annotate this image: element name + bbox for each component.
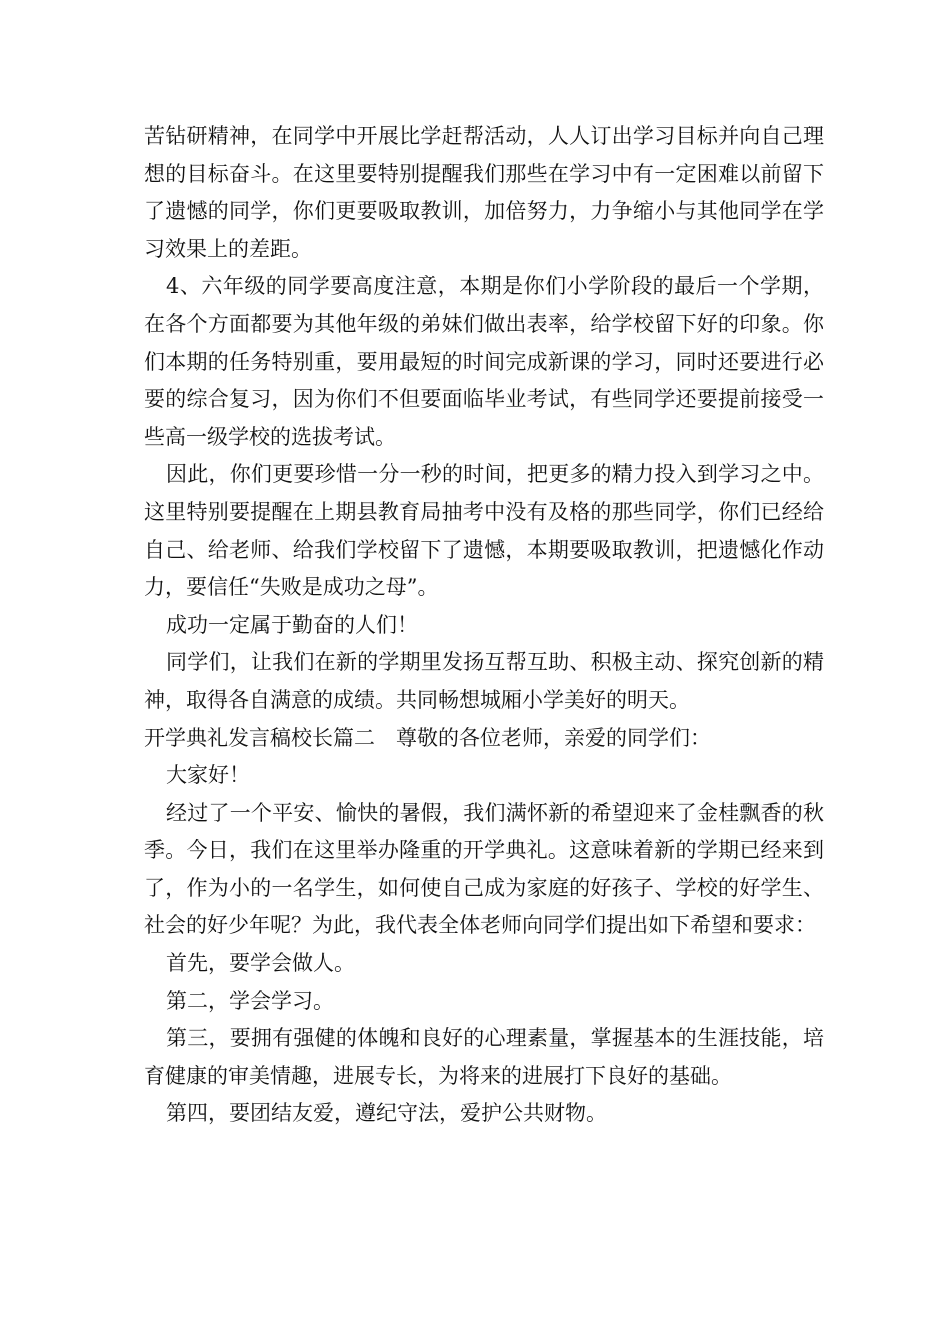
section-heading-speech-two: 开学典礼发言稿校长篇二 尊敬的各位老师，亲爱的同学们： <box>144 725 711 750</box>
paragraph-autumn-opening: 经过了一个平安、愉快的暑假，我们满怀新的希望迎来了金桂飘香的秋季。今日，我们在这里举办隆重的开学典礼。这意味着新的学期已经来到了，作为小的一名学生，如何使自己成为家庭的好孩子、学校的好学生、社会的好少年呢？为此，我代表全体老师向同学们提出如下希望和要求： <box>144 800 824 938</box>
paragraph-second-requirement: 第二，学会学习。 <box>166 988 334 1013</box>
paragraph-new-semester: 同学们，让我们在新的学期里发扬互帮互助、积极主动、探究创新的精神，取得各自满意的成绩。共同畅想城厢小学美好的明天。 <box>144 650 824 712</box>
paragraph-cherish-time: 因此，你们更要珍惜一分一秒的时间，把更多的精力投入到学习之中。这里特别要提醒在上期县教育局抽考中没有及格的那些同学，你们已经给自己、给老师、给我们学校留下了遗憾，本期要吸取教训，把遗憾化作动力，要信任“失败是成功之母”。 <box>144 462 824 600</box>
paragraph-study-goals: 苦钻研精神，在同学中开展比学赶帮活动，人人订出学习目标并向自己理想的目标奋斗。在这里要特别提醒我们那些在学习中有一定困难以前留下了遗憾的同学，你们更要吸取教训，加倍努力，力争缩小与其他同学在学习效果上的差距。 <box>144 124 824 261</box>
paragraph-success-diligence: 成功一定属于勤奋的人们！ <box>166 612 418 637</box>
document-body <box>144 118 824 1133</box>
paragraph-first-requirement: 首先，要学会做人。 <box>166 951 355 976</box>
paragraph-greeting: 大家好！ <box>166 763 250 788</box>
paragraph-fourth-requirement: 第四，要团结友爱，遵纪守法，爱护公共财物。 <box>166 1101 607 1126</box>
paragraph-third-requirement: 第三，要拥有强健的体魄和良好的心理素量，掌握基本的生涯技能，培育健康的审美情趣，进展专长，为将来的进展打下良好的基础。 <box>144 1026 824 1088</box>
paragraph-grade-six: 4、六年级的同学要高度注意，本期是你们小学阶段的最后一个学期，在各个方面都要为其他年级的弟妹们做出表率，给学校留下好的印象。你们本期的任务特别重，要用最短的时间完成新课的学习，同时还要进行必要的综合复习，因为你们不但要面临毕业考试，有些同学还要提前接受一些高一级学校的选拔考试。 <box>144 274 824 449</box>
